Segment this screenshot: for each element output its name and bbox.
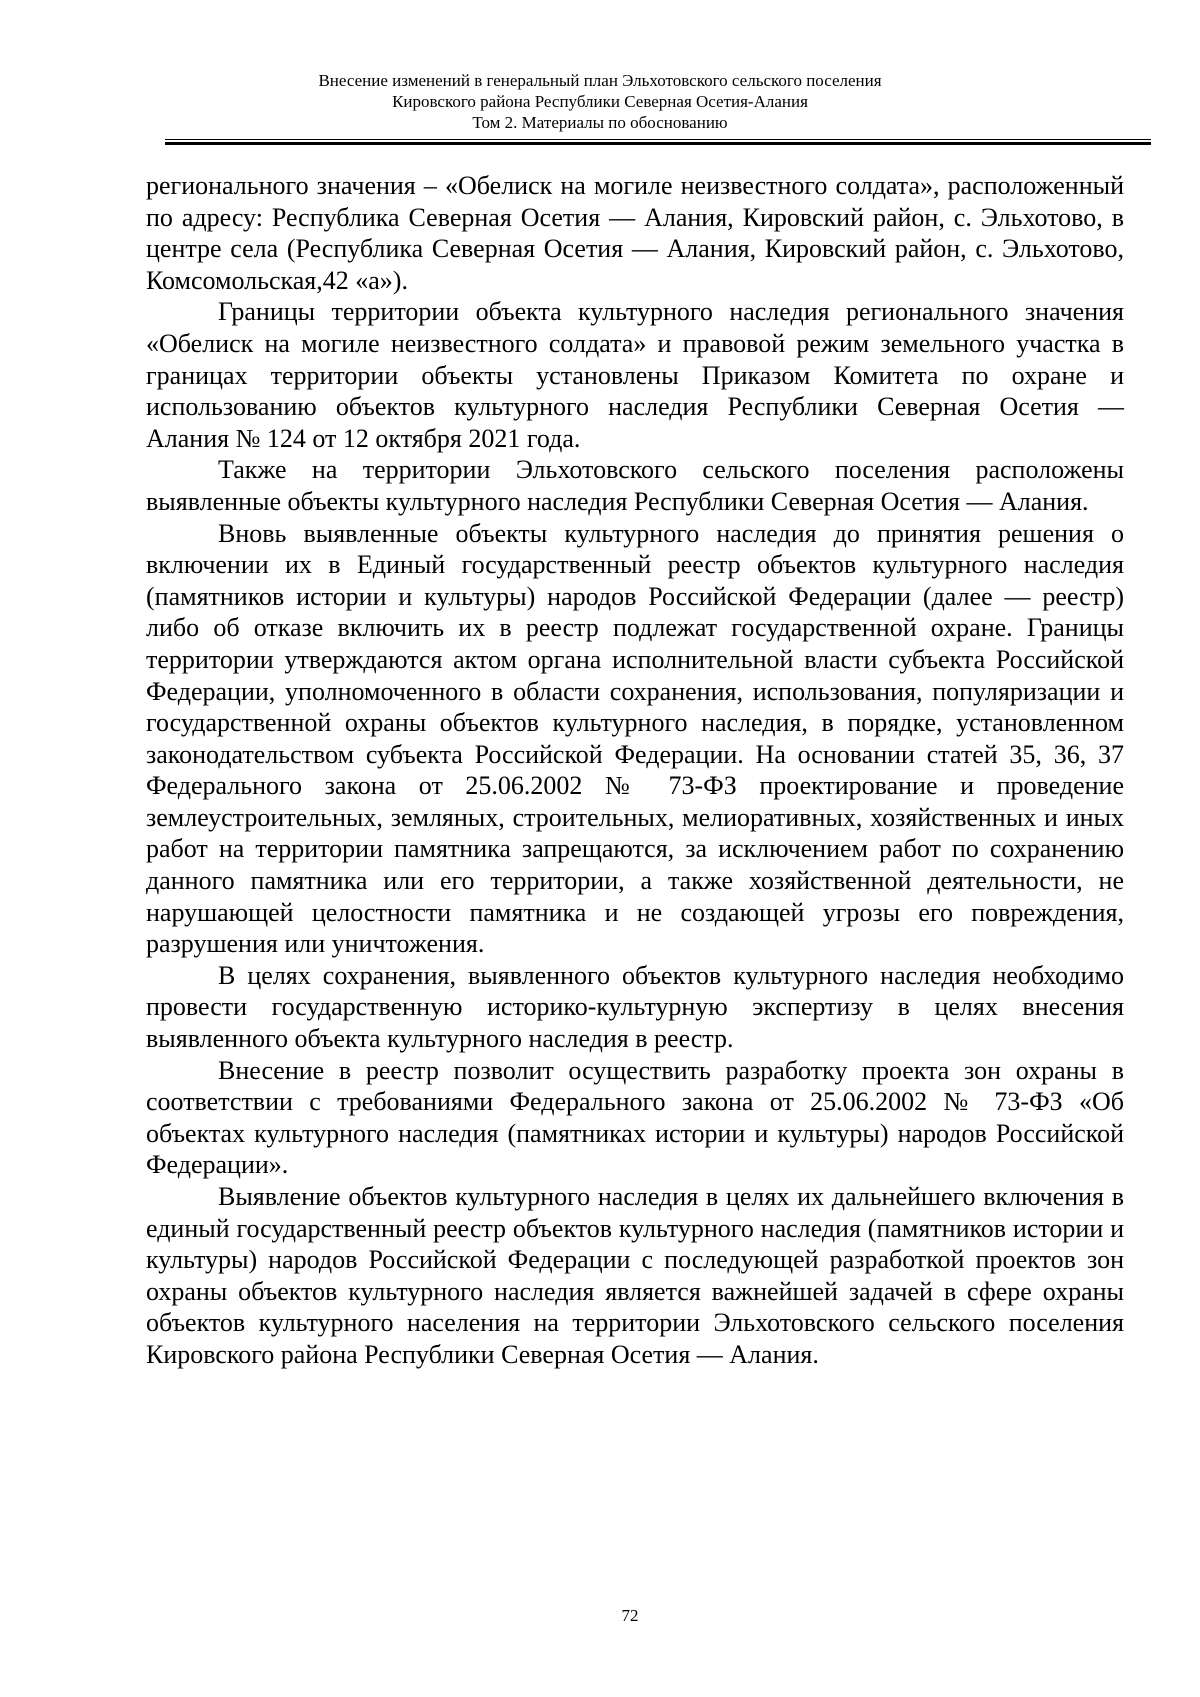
header-title-line-2: Кировского района Республики Северная Осетия-Алания [392, 92, 808, 111]
page-header [150, 70, 1050, 133]
paragraph-6: Внесение в реестр позволит осуществить разработку проекта зон охраны в соответствии с требованиями Федерального закона от 25.06.2002 № 73-ФЗ «Об объектах культурного наследия (памятниках истории и культуры) народов Российской Федерации». [146, 1055, 1124, 1180]
paragraph-1: регионального значения – «Обелиск на могиле неизвестного солдата», расположенный по адресу: Республика Северная Осетия — Алания, Кировский район, с. Эльхотово, в центре села (Республика Северная Осетия — Алания, Кировский район, с. Эльхотово, Комсомольская,42 «а»). [146, 171, 1124, 295]
paragraph-7: Выявление объектов культурного наследия в целях их дальнейшего включения в единый государственный реестр объектов культурного наследия (памятников истории и культуры) народов Российской Федерации с последующей разработкой проектов зон охраны объектов культурного наследия является важнейшей задачей в сфере охраны объектов культурного населения на территории Эльхотовского сельского поселения Кировского района Республики Северная Осетия — Алания. [146, 1182, 1124, 1369]
paragraph-3: Также на территории Эльхотовского сельского поселения расположены выявленные объекты культурного наследия Республики Северная Осетия — Алания. [146, 455, 1124, 516]
document-body [146, 170, 1124, 1371]
header-divider [165, 139, 1151, 145]
paragraph-2: Границы территории объекта культурного наследия регионального значения «Обелиск на могиле неизвестного солдата» и правовой режим земельного участка в границах территории объекты установлены Приказом Комитета по охране и использованию объектов культурного наследия Республики Северная Осетия — Алания № 124 от 12 октября 2021 года. [146, 297, 1124, 453]
header-title-line-1: Внесение изменений в генеральный план Эльхотовского сельского поселения [318, 71, 882, 90]
page-number: 72 [621, 1606, 639, 1625]
header-title-line-3: Том 2. Материалы по обоснованию [472, 113, 728, 132]
paragraph-4: Вновь выявленные объекты культурного наследия до принятия решения о включении их в Единый государственный реестр объектов культурного наследия (памятников истории и культуры) народов Российской Федерации (далее — реестр) либо об отказе включить их в реестр подлежат государственной охране. Границы территории утверждаются актом органа исполнительной власти субъекта Российской Федерации, уполномоченного в области сохранения, использования, популяризации и государственной охраны объектов культурного наследия, в порядке, установленном законодательством субъекта Российской Федерации. На основании статей 35, 36, 37 Федерального закона от 25.06.2002 № 73-ФЗ проектирование и проведение землеустроительных, земляных, строительных, мелиоративных, хозяйственных и иных работ на территории памятника запрещаются, за исключением работ по сохранению данного памятника или его территории, а также хозяйственной деятельности, не нарушающей целостности памятника и не создающей угрозы его повреждения, разрушения или уничтожения. [146, 518, 1124, 959]
paragraph-5: В целях сохранения, выявленного объектов культурного наследия необходимо провести государственную историко-культурную экспертизу в целях внесения выявленного объекта культурного наследия в реестр. [146, 960, 1124, 1054]
